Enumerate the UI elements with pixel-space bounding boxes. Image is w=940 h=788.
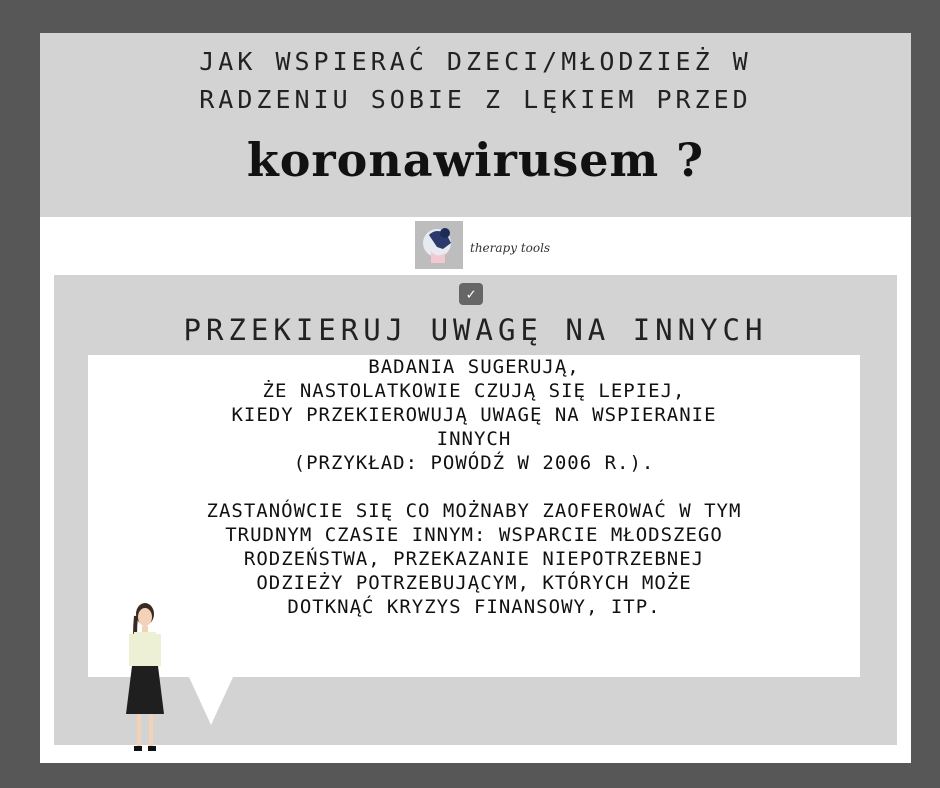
speech-bubble [88, 355, 860, 677]
text-line: ODZIEŻY POTRZEBUJĄCYM, KTÓRYCH MOŻE [256, 572, 692, 594]
paragraph-2 [88, 499, 860, 619]
checkbox-icon: ✓ [459, 283, 483, 305]
header-banner [40, 33, 911, 217]
text-line: DOTKNĄĆ KRYZYS FINANSOWY, ITP. [287, 596, 661, 618]
woman-figure-icon [120, 600, 170, 756]
logo-text: therapy tools [470, 241, 551, 255]
content-panel [54, 275, 897, 745]
speech-bubble-tail [189, 677, 233, 725]
header-line-1: JAK WSPIERAĆ DZECI/MŁODZIEŻ W [199, 47, 752, 76]
text-line: KIEDY PRZEKIEROWUJĄ UWAGĘ NA WSPIERANIE [231, 404, 717, 426]
text-line: ZASTANÓWCIE SIĘ CO MOŻNABY ZAOFEROWAĆ W TYM [206, 500, 742, 522]
text-line: RODZEŃSTWA, PRZEKAZANIE NIEPOTRZEBNEJ [243, 548, 705, 570]
text-line: INNYCH [436, 428, 512, 450]
text-line: TRUDNYM CZASIE INNYM: WSPARCIE MŁODSZEGO [225, 524, 723, 546]
text-line: (PRZYKŁAD: POWÓDŹ W 2006 R.). [293, 452, 655, 474]
bubble-text [88, 355, 860, 619]
paragraph-1 [88, 355, 860, 475]
header-line-2: RADZENIU SOBIE Z LĘKIEM PRZED [199, 85, 752, 114]
infographic-card [40, 33, 911, 763]
header-keyword: koronawirusem ? [246, 133, 705, 187]
text-line: ŻE NASTOLATKOWIE CZUJĄ SIĘ LEPIEJ, [262, 380, 686, 402]
text-line: BADANIA SUGERUJĄ, [368, 356, 580, 378]
section-title: PRZEKIERUJ UWAGĘ NA INNYCH [183, 313, 768, 347]
